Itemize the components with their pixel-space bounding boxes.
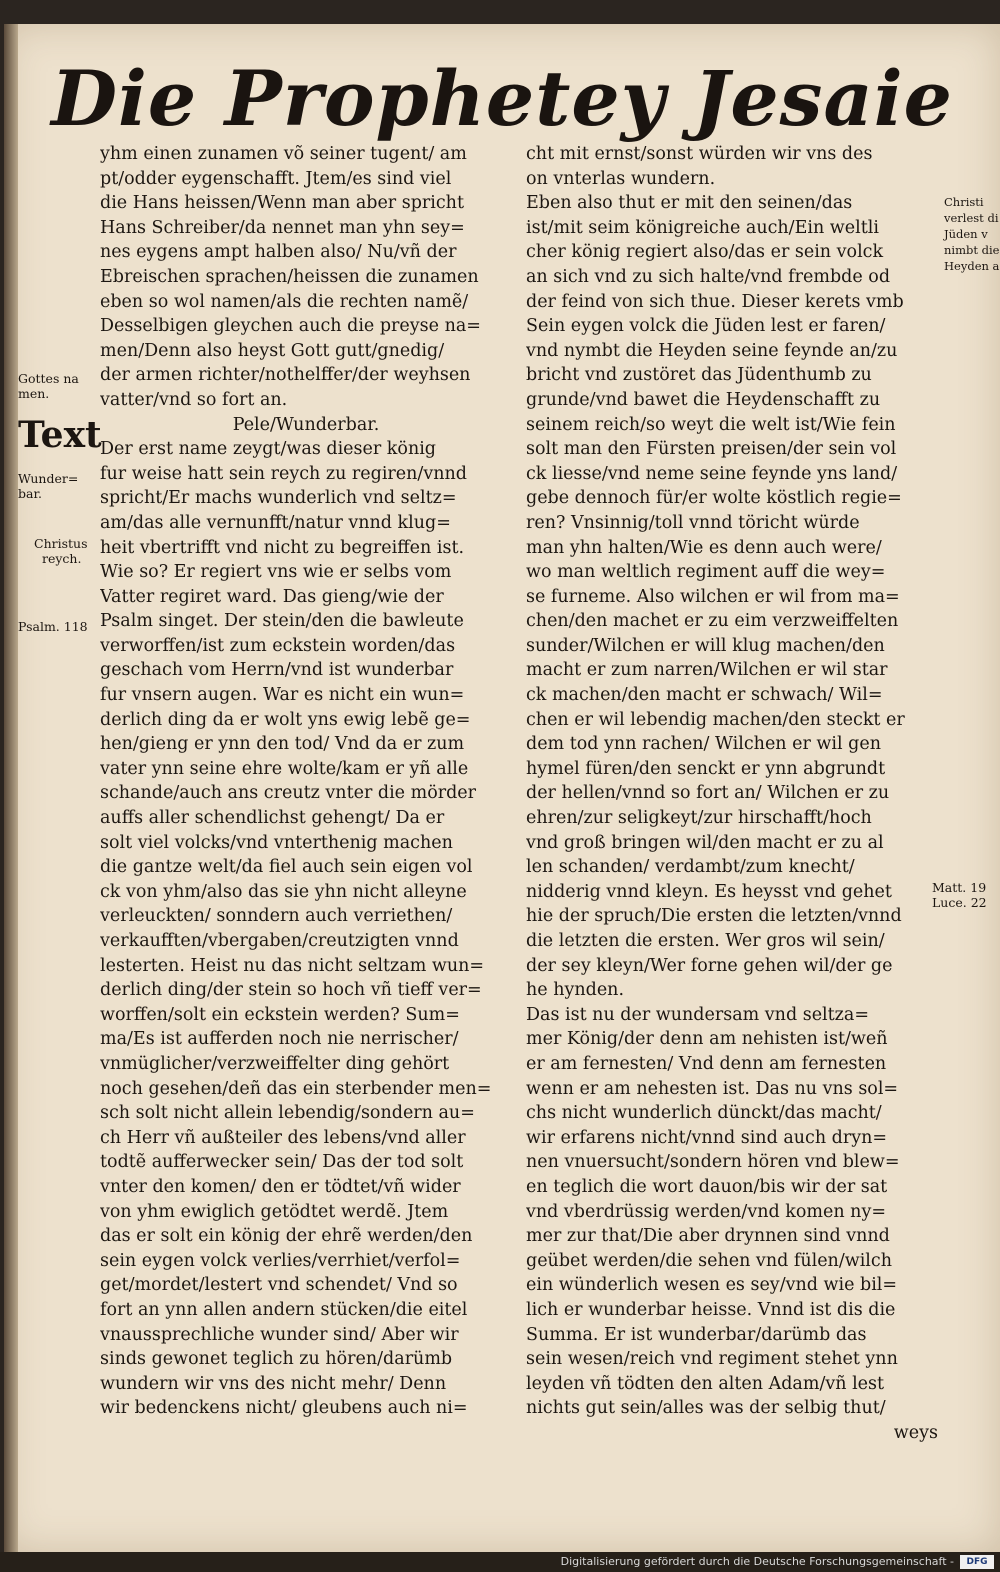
text-line: Pele/Wunderbar. [232,414,380,435]
text-line: chen/den machet er zu eim verzweiffelten [526,611,899,632]
text-line: seinem reich/so weyt die welt ist/Wie fein [526,414,896,435]
text-line: dem tod ynn rachen/ Wilchen er wil gen [526,734,881,755]
text-line: vnd vberdrüssig werden/vnd komen ny= [526,1201,886,1222]
text-line: ma/Es ist aufferden noch nie nerrischer/ [100,1029,459,1050]
text-line: eben so wol namen/als die rechten namẽ/ [100,291,469,312]
text-line: sinds gewonet teglich zu hören/darümb [100,1349,453,1370]
text-line: Desselbigen gleychen auch die preyse na= [100,316,481,337]
text-line: fort an ynn allen andern stücken/die eitel [100,1299,468,1320]
text-line: vatter/vnd so fort an. [100,389,288,410]
margin-note-psalm: Psalm. 118 [18,619,88,634]
text-line: solt viel volcks/vnd vnterthenig machen [100,832,453,853]
right-text-column [526,142,938,1445]
text-line: derlich ding/der stein so hoch vñ tieff ver= [100,980,482,1001]
text-line: der hellen/vnnd so fort an/ Wilchen er zu [526,783,890,804]
text-line: ch Herr vñ außteiler des lebens/vnd aller [100,1127,466,1148]
text-line: mer zur that/Die aber drynnen sind vnnd [526,1226,890,1247]
text-line: geschach vom Herrn/vnd ist wunderbar [100,660,454,681]
margin-note-christi: Christi verlest di Jüden v nimbt die Heyden a [944,195,1000,273]
text-line: wir erfarens nicht/vnnd sind auch dryn= [526,1127,888,1148]
text-line: len schanden/ verdambt/zum knecht/ [526,857,855,878]
text-line: cht mit ernst/sonst würden wir vns des [526,144,873,164]
text-line: auffs aller schendlichst gehengt/ Da er [100,808,445,829]
text-line: men/Denn also heyst Gott gutt/gnedig/ [100,340,445,361]
text-line: sch solt nicht allein lebendig/sondern au= [100,1103,475,1124]
text-line: von yhm ewiglich getödtet werdẽ. Jtem [100,1201,449,1222]
text-line: nes eygens ampt halben also/ Nu/vñ der [100,242,457,263]
text-line: lich er wunderbar heisse. Vnnd ist dis die [526,1299,896,1320]
text-line: nidderig vnnd kleyn. Es heysst vnd gehet [526,881,892,902]
text-line: hen/gieng er ynn den tod/ Vnd da er zum [100,734,465,755]
text-line: yhm einen zunamen võ seiner tugent/ am [100,144,467,164]
text-line: vnd nymbt die Heyden seine feynde an/zu [526,340,898,361]
text-line: ck liesse/vnd neme seine feynde yns land/ [526,463,898,484]
text-line: worffen/solt ein eckstein werden? Sum= [100,1004,460,1025]
text-line: wenn er am nehesten ist. Das nu vns sol= [526,1078,899,1099]
text-line: ein wünderlich wesen es sey/vnd wie bil= [526,1275,898,1296]
text-line: macht er zum narren/Wilchen er wil star [526,660,888,681]
text-line: ck machen/den macht er schwach/ Wil= [526,685,883,706]
text-line: ist/mit seim königreiche auch/Ein weltli [526,217,879,238]
margin-note-gottes-namen: Gottes na men. [18,371,79,401]
text-line: die Hans heissen/Wenn man aber spricht [100,193,464,214]
text-line: cher könig regiert also/das er sein volck [526,242,884,263]
dfg-logo: DFG [960,1555,994,1569]
text-line: pt/odder eygenschafft. Jtem/es sind viel [100,168,452,189]
text-line: der sey kleyn/Wer forne gehen wil/der ge [526,955,893,976]
text-line: gebe dennoch für/er wolte köstlich regie= [526,488,902,509]
text-line: on vnterlas wundern. [526,168,716,189]
text-line: vnaussprechliche wunder sind/ Aber wir [100,1324,459,1345]
text-line: vnter den komen/ den er tödtet/vñ wider [100,1176,461,1197]
left-text-column [100,142,512,1421]
text-line: he hynden. [526,980,625,1001]
text-line: der feind von sich thue. Dieser kerets vmb [526,291,904,312]
text-line: Eben also thut er mit den seinen/das [526,193,853,214]
text-line: verleuckten/ sonndern auch verriethen/ [100,906,453,927]
margin-note-matt-luce: Matt. 19 Luce. 22 [932,880,987,910]
text-line: chen er wil lebendig machen/den steckt er [526,709,905,730]
text-line: am/das alle vernunfft/natur vnnd klug= [100,512,451,533]
margin-note-christus-reych: Christus reych. [34,536,88,566]
text-line: Das ist nu der wundersam vnd seltza= [526,1004,869,1025]
text-line: todtẽ aufferwecker sein/ Das der tod solt [100,1152,464,1173]
page-title: Die Prophetey Jesaie [51,54,953,143]
text-line: bricht vnd zustöret das Jüdenthumb zu [526,365,872,386]
text-line: das er solt ein könig der ehrẽ werden/den [100,1226,473,1247]
book-page [4,24,1000,1552]
text-line: derlich ding da er wolt yns ewig lebẽ ge= [100,709,471,730]
text-line: Wie so? Er regiert vns wie er selbs vom [100,562,452,583]
text-line: vnmüglicher/verzweiffelter ding gehört [100,1053,450,1074]
text-line: grunde/vnd bawet die Heydenschafft zu [526,389,881,410]
text-line: vnd groß bringen wil/den macht er zu al [526,832,884,853]
text-line: Psalm singet. Der stein/den die bawleute [100,611,464,632]
text-line: ehren/zur seligkeyt/zur hirschafft/hoch [526,808,872,829]
footer-bar [0,1552,1000,1572]
text-line: an sich vnd zu sich halte/vnd frembde od [526,266,891,287]
text-line: geübet werden/die sehen vnd fülen/wilch [526,1250,892,1271]
text-line: wo man weltlich regiment auff die wey= [526,562,886,583]
margin-note-wunderbar: Wunder= bar. [18,471,79,501]
text-line: chs nicht wunderlich dünckt/das macht/ [526,1103,882,1124]
text-line: hie der spruch/Die ersten die letzten/vnnd [526,906,902,927]
text-line: heit vbertrifft vnd nicht zu begreiffen ist. [100,537,465,558]
text-line: mer König/der denn am nehisten ist/weñ [526,1029,888,1050]
book-spine [4,24,18,1552]
text-line: die letzten die ersten. Wer gros wil sein/ [526,931,885,951]
text-line: solt man den Fürsten preisen/der sein vol [526,439,897,460]
text-line: lesterten. Heist nu das nicht seltzam wun= [100,955,485,976]
text-line: er am fernesten/ Vnd denn am fernesten [526,1053,887,1074]
text-line: nen vnuersucht/sondern hören vnd blew= [526,1152,900,1173]
text-line: vater ynn seine ehre wolte/kam er yñ alle [100,758,469,779]
text-line: sunder/Wilchen er will klug machen/den [526,635,885,656]
text-line: sein eygen volck verlies/verrhiet/verfol= [100,1250,461,1271]
text-line: ck von yhm/also das sie yhn nicht alleyne [100,881,467,902]
text-line: die gantze welt/da fiel auch sein eigen vol [100,857,473,878]
text-line: Der erst name zeygt/was dieser könig [100,439,437,460]
text-line: sein wesen/reich vnd regiment stehet ynn [526,1349,898,1370]
text-line: wundern wir vns des nicht mehr/ Denn [100,1373,447,1394]
text-line: wir bedenckens nicht/ gleubens auch ni= [100,1398,468,1419]
text-line: verworffen/ist zum eckstein worden/das [100,635,456,656]
text-line: schande/auch ans creutz vnter die mörder [100,783,477,804]
text-line: ren? Vnsinnig/toll vnnd töricht würde [526,512,860,533]
text-line: Summa. Er ist wunderbar/darümb das [526,1324,867,1345]
margin-heading-text: Text [18,414,102,456]
text-line: Ebreischen sprachen/heissen die zunamen [100,266,479,287]
text-line: verkaufften/vbergaben/creutzigten vnnd [100,931,459,951]
text-line: Vatter regiret ward. Das gieng/wie der [100,586,444,607]
text-line: fur weise hatt sein reych zu regiren/vnnd [100,463,467,484]
text-line: spricht/Er machs wunderlich vnd seltz= [100,488,457,509]
footer-text: Digitalisierung gefördert durch die Deutsche Forschungsgemeinschaft - [560,1555,954,1568]
text-line: man yhn halten/Wie es denn auch were/ [526,537,882,558]
text-line: hymel füren/den senckt er ynn abgrundt [526,758,886,779]
text-line: noch gesehen/deñ das ein sterbender men= [100,1078,492,1099]
text-line: get/mordet/lestert vnd schendet/ Vnd so [100,1275,458,1296]
text-line: en teglich die wort dauon/bis wir der sat [526,1176,888,1197]
text-line: weys [893,1422,938,1443]
text-line: se furneme. Also wilchen er wil from ma= [526,586,900,607]
text-line: leyden vñ tödten den alten Adam/vñ lest [526,1373,885,1394]
text-line: fur vnsern augen. War es nicht ein wun= [100,685,465,706]
text-line: Sein eygen volck die Jüden lest er faren/ [526,316,886,337]
text-line: nichts gut sein/alles was der selbig thut/ [526,1398,886,1419]
text-line: der armen richter/nothelffer/der weyhsen [100,365,471,386]
text-line: Hans Schreiber/da nennet man yhn sey= [100,217,465,238]
